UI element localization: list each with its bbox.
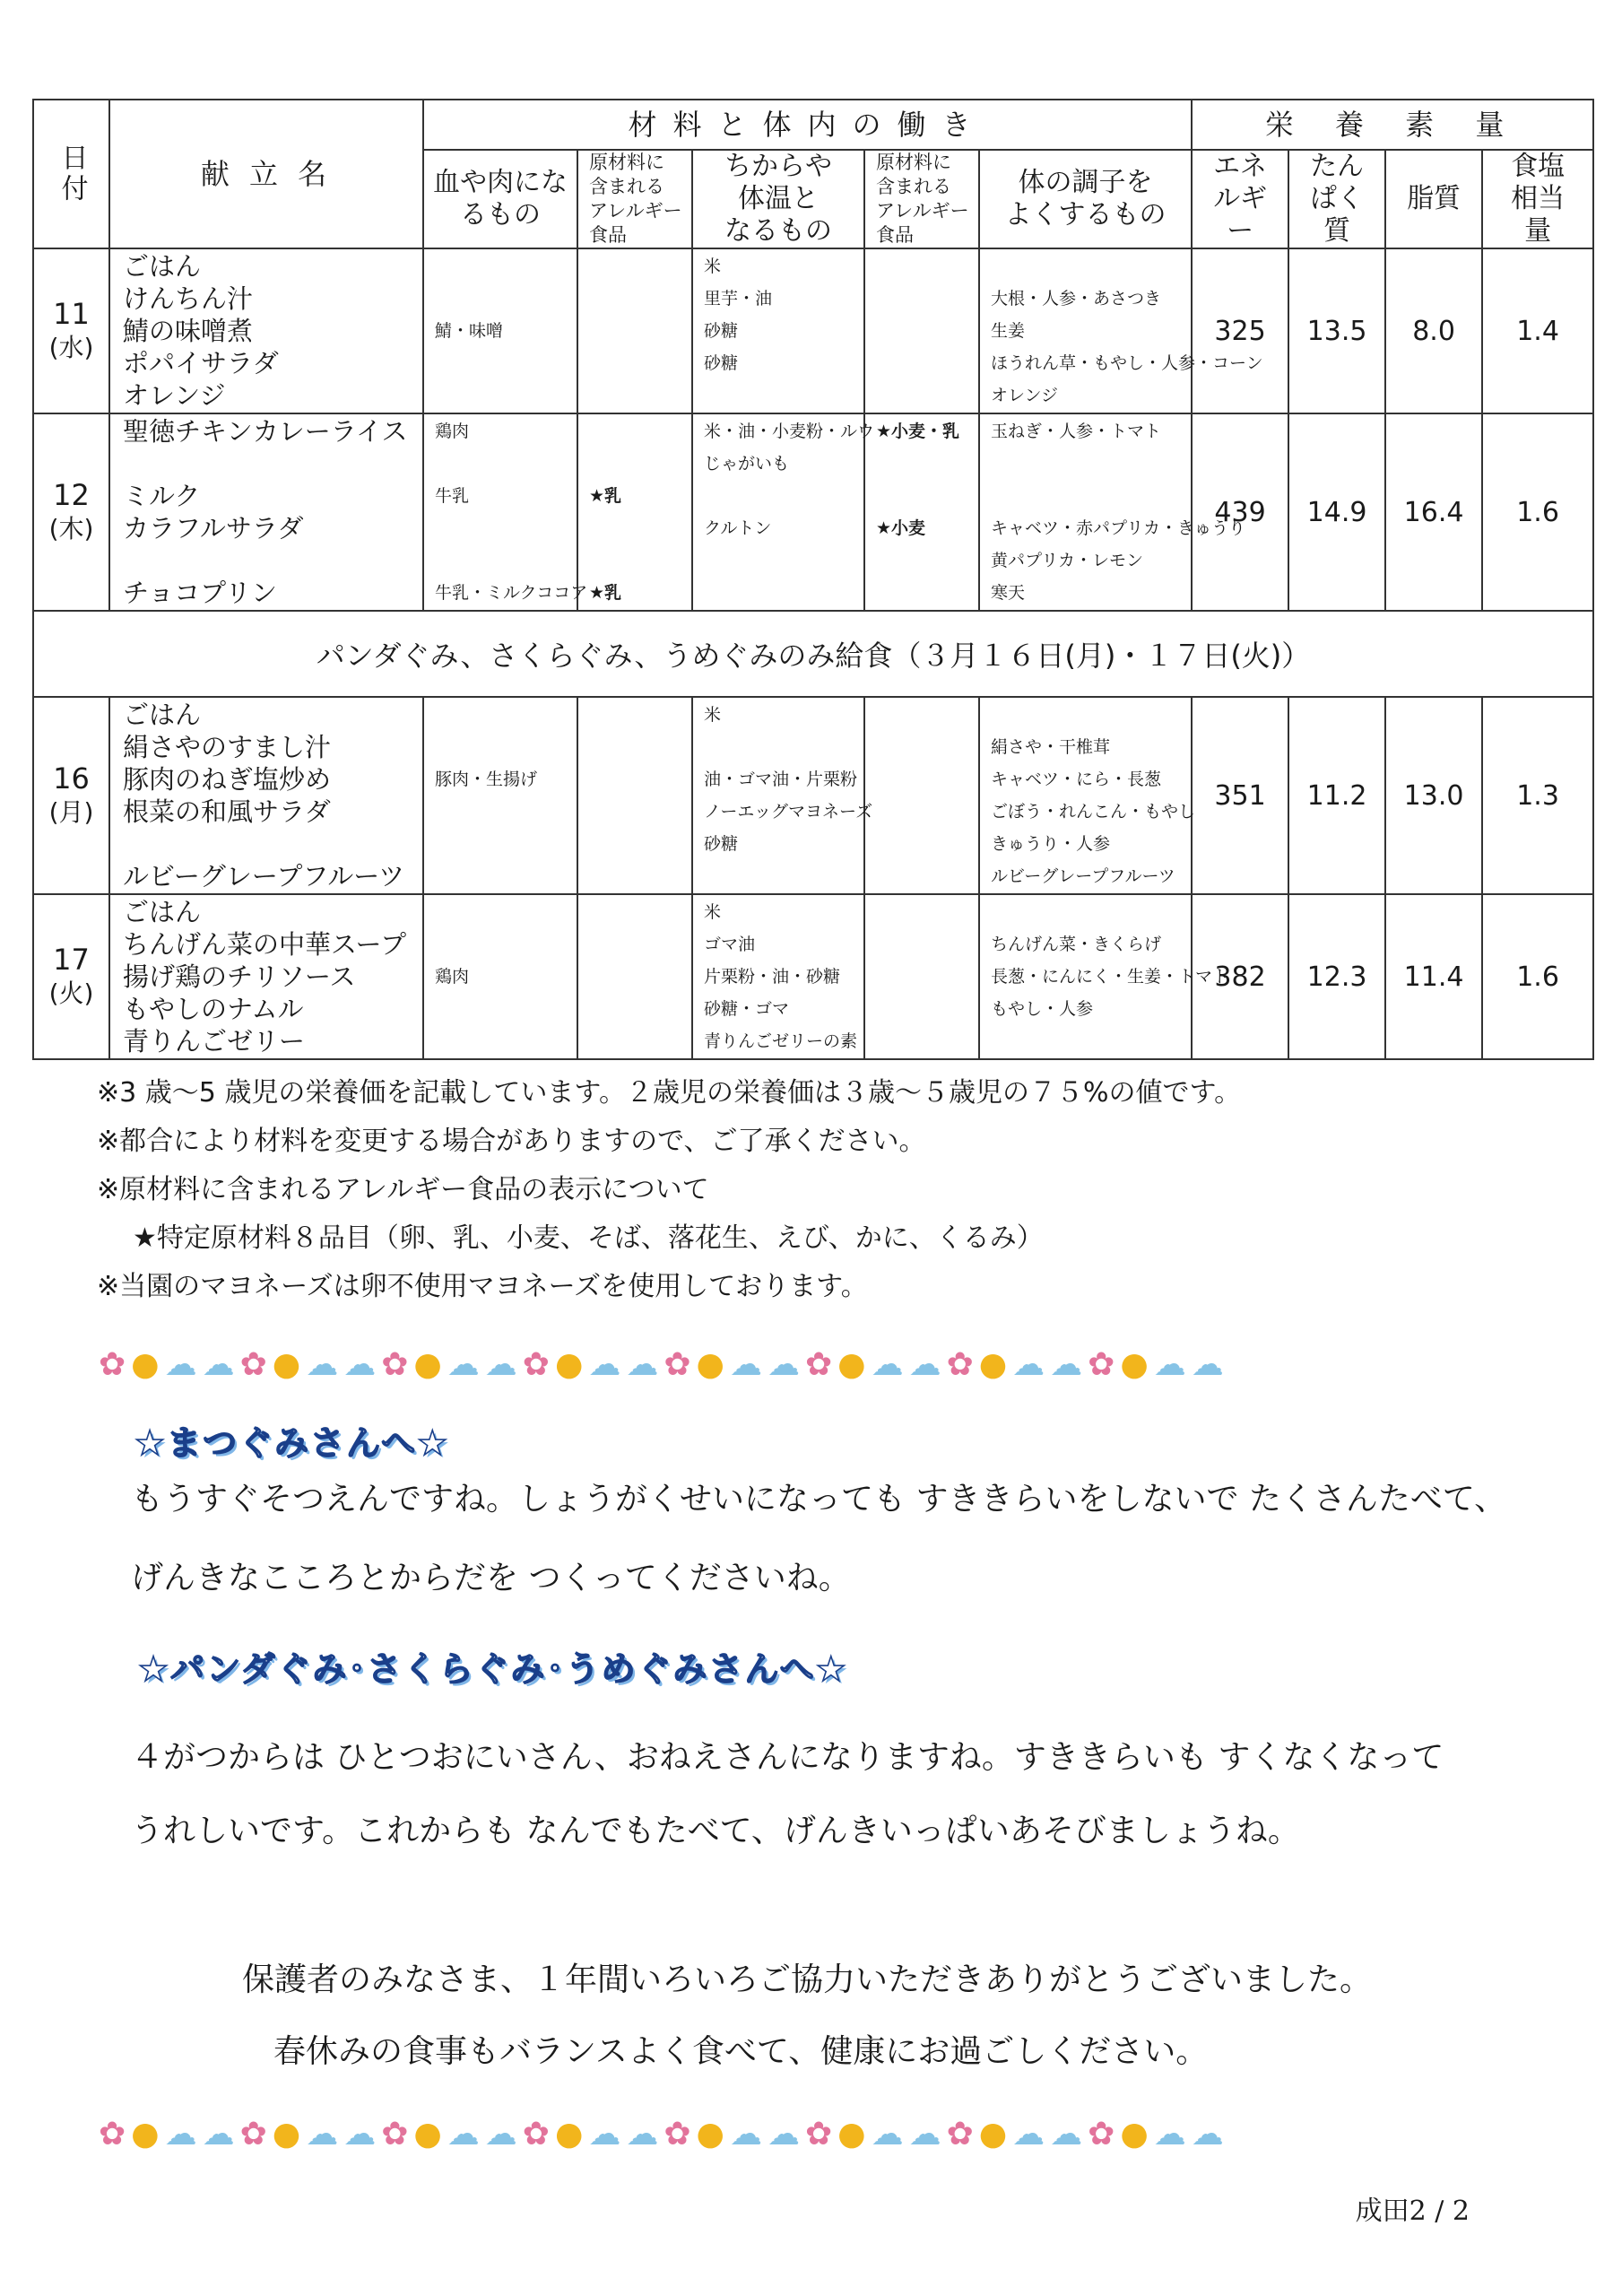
energy-value: 439	[1192, 413, 1288, 611]
decorative-border-bottom	[99, 2109, 1533, 2160]
cloud-icon: ☁	[871, 1346, 904, 1383]
bird-icon: ✿	[664, 1346, 691, 1383]
table-row	[33, 697, 1593, 894]
chick-icon: ●	[272, 2116, 301, 2152]
bird-icon: ✿	[99, 2116, 126, 2152]
table-row	[33, 894, 1593, 1059]
bird-icon: ✿	[522, 2116, 550, 2152]
bird-icon: ✿	[946, 1346, 974, 1383]
bird-icon: ✿	[1088, 2116, 1115, 2152]
allergen-2-cell: ★小麦・乳 ★小麦	[864, 413, 979, 611]
chick-icon: ●	[696, 2116, 724, 2152]
bird-icon: ✿	[239, 1346, 267, 1383]
section-heading-matsu: ★まつぐみさんへ★	[134, 1423, 450, 1463]
protein-value: 11.2	[1288, 697, 1385, 894]
cloud-icon: ☁	[484, 2116, 517, 2152]
protein-value: 13.5	[1288, 248, 1385, 413]
bird-icon: ✿	[1088, 1346, 1115, 1383]
page-number: 成田2 / 2	[1355, 2196, 1470, 2227]
cloud-icon: ☁	[588, 1346, 621, 1383]
cloud-icon: ☁	[729, 1346, 762, 1383]
condition-cell: 絹さや・干椎茸 キャベツ・にら・長葱 ごぼう・れんこん・もやし きゅうり・人参 ルビーグレープフルーツ	[979, 697, 1192, 894]
cloud-icon: ☁	[343, 1346, 377, 1383]
salt-value: 1.3	[1482, 697, 1593, 894]
chick-icon: ●	[978, 2116, 1008, 2152]
fat-value: 16.4	[1385, 413, 1482, 611]
bird-icon: ✿	[804, 2116, 833, 2152]
energy-warmth-cell: 米 ゴマ油 片栗粉・油・砂糖 砂糖・ゴマ 青りんごゼリーの素	[692, 894, 864, 1059]
header-allergen-1: 原材料に 含まれる アレルギー食品	[577, 150, 692, 248]
header-condition: 体の調子を よくするもの	[979, 150, 1192, 248]
cloud-icon: ☁	[1191, 1346, 1224, 1383]
bird-icon: ✿	[99, 1346, 126, 1383]
chick-icon: ●	[131, 1346, 160, 1383]
cloud-icon: ☁	[447, 2116, 480, 2152]
header-protein: たん ぱく 質	[1288, 150, 1385, 248]
blood-meat-cell: 鯖・味噌	[423, 248, 577, 413]
dish-list: ごはん 絹さやのすまし汁 豚肉のねぎ塩炒め 根菜の和風サラダ ルビーグレープフルーツ	[109, 697, 423, 894]
cloud-icon: ☁	[164, 1346, 197, 1383]
header-energy-warmth: ちからや 体温と なるもの	[692, 150, 864, 248]
chick-icon: ●	[837, 1346, 866, 1383]
chick-icon: ●	[554, 2116, 584, 2152]
energy-warmth-cell: 米・油・小麦粉・ルウ じゃがいも クルトン	[692, 413, 864, 611]
section-heading-panda: ★パンダぐみ･さくらぐみ･うめぐみさんへ★	[138, 1649, 848, 1689]
dish-list: ごはん けんちん汁 鯖の味噌煮 ポパイサラダ オレンジ	[109, 248, 423, 413]
message-line: うれしいです。これからも なんでもたべて、げんきいっぱいあそびましょうね。	[131, 1813, 1300, 1849]
message-line: もうすぐそつえんですね。しょうがくせいになっても すききらいをしないで たくさんたべて、	[131, 1481, 1507, 1518]
note-line: ※都合により材料を変更する場合がありますので、ご了承ください。	[97, 1126, 926, 1157]
energy-value: 325	[1192, 248, 1288, 413]
cloud-icon: ☁	[164, 2116, 197, 2152]
thanks-line: 春休みの食事もバランスよく食べて、健康にお過ごしください。	[273, 2033, 1209, 2070]
chick-icon: ●	[1120, 1346, 1149, 1383]
notes	[97, 1069, 1241, 1311]
message-line: ４がつからは ひとつおにいさん、おねえさんになりますね。すききらいも すくなくなって	[131, 1739, 1444, 1776]
condition-cell: ちんげん菜・きくらげ 長葱・にんにく・生姜・トマト もやし・人参	[979, 894, 1192, 1059]
note-line: ※当園のマヨネーズは卵不使用マヨネーズを使用しております。	[97, 1271, 868, 1302]
condition-cell: 大根・人参・あさつき 生姜 ほうれん草・もやし・人参・コーン オレンジ	[979, 248, 1192, 413]
date-cell: 16 (月)	[33, 697, 109, 894]
energy-value: 382	[1192, 894, 1288, 1059]
cloud-icon: ☁	[871, 2116, 904, 2152]
bird-icon: ✿	[381, 2116, 409, 2152]
chick-icon: ●	[413, 2116, 442, 2152]
date-cell: 11 (水)	[33, 248, 109, 413]
blood-meat-cell: 豚肉・生揚げ	[423, 697, 577, 894]
cloud-icon: ☁	[202, 2116, 235, 2152]
cloud-icon: ☁	[767, 1346, 800, 1383]
decorative-border-top	[99, 1340, 1533, 1390]
cloud-icon: ☁	[729, 2116, 762, 2152]
cloud-icon: ☁	[1191, 2116, 1224, 2152]
note-line: ※原材料に含まれるアレルギー食品の表示について	[97, 1174, 709, 1205]
cloud-icon: ☁	[1012, 1346, 1045, 1383]
chick-icon: ●	[978, 1346, 1008, 1383]
chick-icon: ●	[131, 2116, 160, 2152]
bird-icon: ✿	[239, 2116, 267, 2152]
cloud-icon: ☁	[767, 2116, 800, 2152]
dish-list: ごはん ちんげん菜の中華スープ 揚げ鶏のチリソース もやしのナムル 青りんごゼリー	[109, 894, 423, 1059]
cloud-icon: ☁	[1050, 1346, 1083, 1383]
cloud-icon: ☁	[447, 1346, 480, 1383]
cloud-icon: ☁	[626, 1346, 659, 1383]
cloud-icon: ☁	[626, 2116, 659, 2152]
allergen-2-cell	[864, 248, 979, 413]
header-fat: 脂質	[1385, 150, 1482, 248]
chick-icon: ●	[837, 2116, 866, 2152]
cloud-icon: ☁	[1012, 2116, 1045, 2152]
energy-warmth-cell: 米 油・ゴマ油・片栗粉 ノーエッグマヨネーズ 砂糖	[692, 697, 864, 894]
thanks-line: 保護者のみなさま、１年間いろいろご協力いただきありがとうございました。	[242, 1961, 1373, 1998]
chick-icon: ●	[272, 1346, 301, 1383]
cloud-icon: ☁	[306, 1346, 339, 1383]
chick-icon: ●	[413, 1346, 442, 1383]
allergen-2-cell	[864, 894, 979, 1059]
message-line: げんきなこころとからだを つくってくださいね。	[131, 1560, 851, 1596]
cloud-icon: ☁	[306, 2116, 339, 2152]
allergen-2-cell	[864, 697, 979, 894]
header-menu-name: 献 立 名	[109, 100, 423, 248]
cloud-icon: ☁	[908, 2116, 941, 2152]
dish-list: 聖徳チキンカレーライス ミルク カラフルサラダ チョコプリン	[109, 413, 423, 611]
notice-row: パンダぐみ、さくらぐみ、うめぐみのみ給食（３月１６日(月)・１７日(火)）	[33, 611, 1593, 697]
header-date: 日付	[33, 100, 109, 248]
salt-value: 1.4	[1482, 248, 1593, 413]
salt-value: 1.6	[1482, 413, 1593, 611]
cloud-icon: ☁	[484, 1346, 517, 1383]
note-line: ★特定原材料８品目（卵、乳、小麦、そば、落花生、えび、かに、くるみ）	[133, 1222, 1044, 1254]
header-salt: 食塩 相当 量	[1482, 150, 1593, 248]
date-cell: 12 (木)	[33, 413, 109, 611]
bird-icon: ✿	[804, 1346, 833, 1383]
allergen-1-cell: ★乳 ★乳	[577, 413, 692, 611]
header-nutrition: 栄 養 素 量	[1192, 100, 1593, 150]
chick-icon: ●	[554, 1346, 584, 1383]
blood-meat-cell: 鶏肉	[423, 894, 577, 1059]
chick-icon: ●	[1120, 2116, 1149, 2152]
header-blood-meat: 血や肉にな るもの	[423, 150, 577, 248]
bird-icon: ✿	[522, 1346, 550, 1383]
cloud-icon: ☁	[1050, 2116, 1083, 2152]
allergen-1-cell	[577, 248, 692, 413]
bird-icon: ✿	[381, 1346, 409, 1383]
blood-meat-cell: 鶏肉 牛乳 牛乳・ミルクココア	[423, 413, 577, 611]
header-materials: 材料と体内の働き	[423, 100, 1192, 150]
cloud-icon: ☁	[1153, 1346, 1186, 1383]
bird-icon: ✿	[664, 2116, 691, 2152]
date-cell: 17 (火)	[33, 894, 109, 1059]
energy-warmth-cell: 米 里芋・油 砂糖 砂糖	[692, 248, 864, 413]
protein-value: 12.3	[1288, 894, 1385, 1059]
allergen-1-cell	[577, 894, 692, 1059]
table-row	[33, 413, 1593, 611]
bird-icon: ✿	[946, 2116, 974, 2152]
chick-icon: ●	[696, 1346, 724, 1383]
cloud-icon: ☁	[343, 2116, 377, 2152]
cloud-icon: ☁	[908, 1346, 941, 1383]
allergen-1-cell	[577, 697, 692, 894]
salt-value: 1.6	[1482, 894, 1593, 1059]
energy-value: 351	[1192, 697, 1288, 894]
cloud-icon: ☁	[1153, 2116, 1186, 2152]
protein-value: 14.9	[1288, 413, 1385, 611]
header-energy: エネ ルギ ー	[1192, 150, 1288, 248]
header-allergen-2: 原材料に 含まれる アレルギー食品	[864, 150, 979, 248]
cloud-icon: ☁	[202, 1346, 235, 1383]
condition-cell: 玉ねぎ・人参・トマト キャベツ・赤パプリカ・きゅうり 黄パプリカ・レモン 寒天	[979, 413, 1192, 611]
menu-table	[32, 99, 1594, 1060]
note-line: ※3 歳～5 歳児の栄養価を記載しています。２歳児の栄養価は３歳～５歳児の７５%の値です。	[97, 1077, 1242, 1109]
fat-value: 11.4	[1385, 894, 1482, 1059]
fat-value: 13.0	[1385, 697, 1482, 894]
cloud-icon: ☁	[588, 2116, 621, 2152]
table-row	[33, 248, 1593, 413]
fat-value: 8.0	[1385, 248, 1482, 413]
